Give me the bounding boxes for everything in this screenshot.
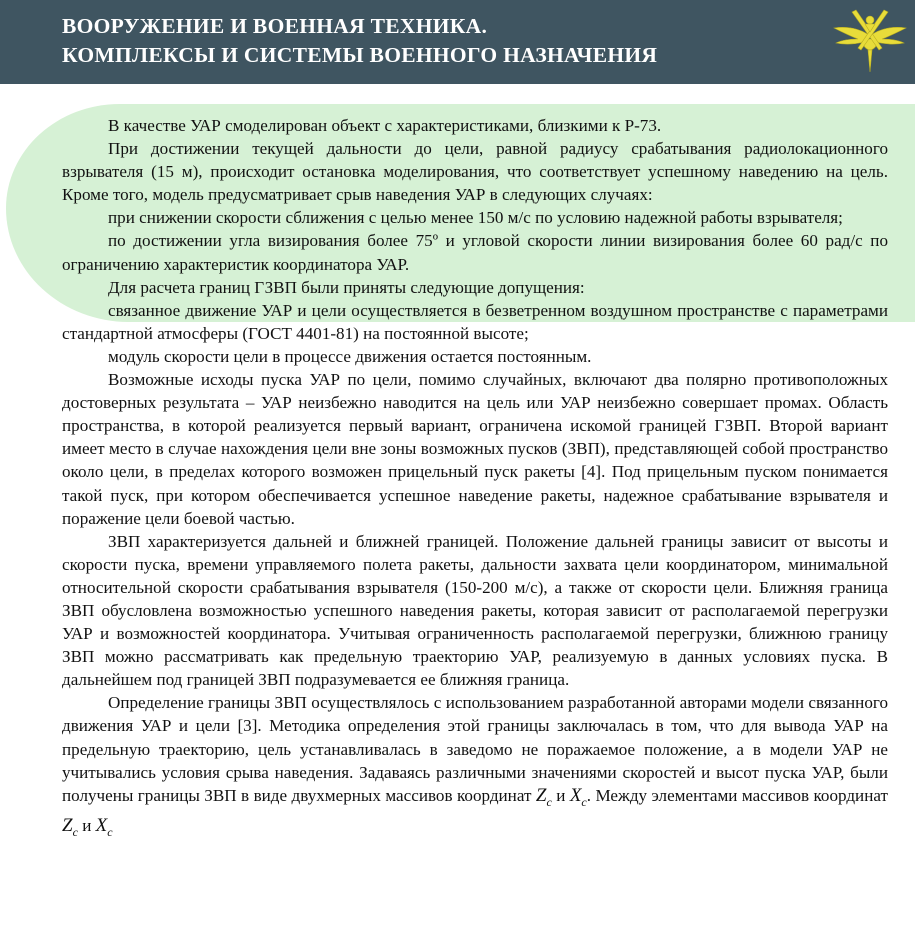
title-line-1: ВООРУЖЕНИЕ И ВОЕННАЯ ТЕХНИКА. — [62, 14, 488, 38]
title-line-2: КОМПЛЕКСЫ И СИСТЕМЫ ВОЕННОГО НАЗНАЧЕНИЯ — [62, 43, 658, 67]
paragraph: ЗВП характеризуется дальней и ближней границей. Положение дальней границы зависит от высоты и скорости пуска, времени управляемого полета ракеты, дальности захвата цели координатором, минимальной относительной скорости срабатывания взрывателя (150-200 м/с), а также от скорости цели. Ближняя граница ЗВП обусловлена возможностью успешного наведения ракеты, которая зависит от располагаемой перегрузки УАР и возможностей координатора. Учитывая ограниченность располагаемой перегрузки, ближнюю границу ЗВП можно рассматривать как предельную траекторию УАР, реализуемую в данных условиях пуска. В дальнейшем под границей ЗВП подразумевается ее ближняя граница. — [62, 531, 888, 690]
journal-header — [0, 0, 915, 84]
paragraph: Возможные исходы пуска УАР по цели, помимо случайных, включают два полярно противоположных достоверных результата – УАР неизбежно наводится на цель или УАР неизбежно совершает промах. Область пространства, в которой реализуется первый вариант, ограничена искомой границей ГЗВП. Второй вариант имеет место в случае нахождения цели вне зоны возможных пусков (ЗВП), представляющей собой пространство около цели, в пределах которого возможен прицельный пуск ракеты [4]. Под прицельным пуском понимается такой пуск, при котором обеспечивается успешное наведение ракеты, надежное срабатывание взрывателя и поражение цели боевой частью. — [62, 370, 888, 528]
paragraph: по достижении угла визирования более 75º и угловой скорости линии визирования более 60 рад/с по ограничению характеристик координатора УАР. — [62, 231, 888, 274]
conjunction: и — [556, 785, 566, 805]
variable-x: $X_c$ — [95, 814, 113, 839]
paragraph: При достижении текущей дальности до цели, равной радиусу срабатывания радиолокационного взрывателя (15 м), происходит остановка моделирования, что соответствует успешному наведению на цель. Кроме того, модель предусматривает срыв наведения УАР в следующих случаях: — [62, 139, 888, 205]
article-body — [62, 114, 888, 844]
variable-x: $X_c$ — [569, 784, 587, 809]
paragraph-text: . Между элементами массивов координат — [586, 785, 888, 805]
air-force-emblem-icon — [832, 6, 908, 76]
variable-z: $Z_c$ — [62, 814, 78, 839]
conjunction: и — [82, 815, 92, 835]
paragraph-text: Определение границы ЗВП осуществлялось с использованием разработанной авторами модели связанного движения УАР и цели [3]. Методика определения этой границы заключалась в том, что для вывода УАР на предельную траекторию, цель устанавливалась в заведомо не поражаемое положение, а в модели УАР не учитывались условия срыва наведения. Задаваясь различными значениями скоростей и высот пуска УАР, были получены границы ЗВП в виде двухмерных массивов координат — [62, 693, 888, 805]
paragraph: Для расчета границ ГЗВП были приняты следующие допущения: — [108, 277, 585, 297]
variable-z: $Z_c$ — [535, 784, 552, 809]
paragraph: модуль скорости цели в процессе движения остается постоянным. — [108, 346, 592, 366]
paragraph-with-formula — [62, 691, 888, 843]
paragraph: связанное движение УАР и цели осуществляется в безветренном воздушном пространстве с параметрами стандартной атмосферы (ГОСТ 4401-81) на постоянной высоте; — [62, 300, 888, 343]
paragraph: В качестве УАР смоделирован объект с характеристиками, близкими к Р-73. — [108, 116, 662, 135]
paragraph: при снижении скорости сближения с целью менее 150 м/с по условию надежной работы взрывателя; — [108, 208, 843, 228]
journal-section-title — [62, 12, 657, 70]
